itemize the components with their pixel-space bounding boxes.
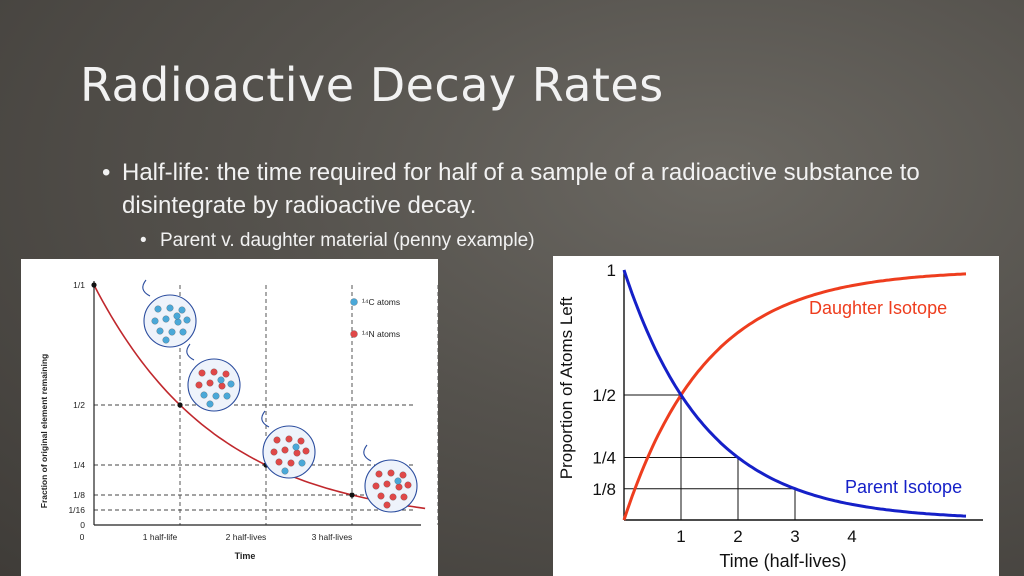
n14-atom: [207, 380, 214, 387]
daughter-isotope-label: Daughter Isotope: [809, 298, 948, 318]
c14-atom: [201, 392, 208, 399]
n14-atom: [294, 450, 301, 457]
c14-atom: [228, 381, 235, 388]
bullet-parent-daughter: [140, 228, 922, 254]
c14-atom: [167, 305, 174, 312]
sample-arrow: [187, 344, 194, 360]
c14-atom: [293, 444, 300, 451]
n14-atom: [211, 369, 218, 376]
n14-legend-swatch: [351, 331, 358, 338]
half-life-point: [349, 492, 354, 497]
y-tick-label: 1/8: [73, 490, 85, 500]
n14-atom: [401, 494, 408, 501]
n14-atom: [196, 382, 203, 389]
n14-atom: [373, 483, 380, 490]
n14-atom: [223, 371, 230, 378]
y-tick-label: 1/2: [592, 386, 616, 405]
parent-daughter-chart: [553, 256, 999, 576]
n14-atom: [276, 459, 283, 466]
y-tick-label: 1/4: [592, 448, 616, 468]
n14-atom: [376, 471, 383, 478]
y-tick-label: 0: [80, 520, 85, 530]
half-life-point: [91, 282, 96, 287]
n14-atom: [199, 370, 206, 377]
n14-atom: [396, 484, 403, 491]
c14-atom: [218, 377, 225, 384]
n14-atom: [384, 502, 391, 509]
x-axis-label: Time (half-lives): [719, 551, 847, 571]
y-tick-label: 1/4: [73, 460, 85, 470]
c14-atom: [157, 328, 164, 335]
c14-atom: [169, 329, 176, 336]
x-tick-label: 1: [676, 527, 686, 546]
n14-atom: [286, 436, 293, 443]
slide-title: Radioactive Decay Rates: [80, 58, 664, 112]
n14-atom: [219, 383, 226, 390]
n14-atom: [274, 437, 281, 444]
c14-atom: [184, 317, 191, 324]
x-tick-label: 2 half-lives: [225, 532, 267, 542]
c14-atom: [180, 329, 187, 336]
y-tick-label: 1/1: [73, 280, 85, 290]
parent-daughter-chart-svg: [553, 256, 999, 576]
c14-atom: [179, 307, 186, 314]
x-tick-label: 4: [847, 527, 857, 546]
n14-atom: [405, 482, 412, 489]
n14-atom: [303, 448, 310, 455]
n14-atom: [282, 447, 289, 454]
half-life-point: [177, 402, 182, 407]
c14-atom: [163, 316, 170, 323]
n14-atom: [388, 470, 395, 477]
bullet-dot: •: [102, 159, 111, 186]
c14-atom: [207, 401, 214, 408]
bullet-half-life: [102, 156, 922, 222]
n14-atom: [378, 493, 385, 500]
bullet-half-life-text: Half-life: the time required for half of a sample of a radioactive substance to disintegrate by radioactive decay.: [122, 159, 920, 219]
legend-label: ¹⁴C atoms: [362, 297, 401, 307]
y-axis-label: Proportion of Atoms Left: [557, 296, 576, 480]
c14-atom: [163, 337, 170, 344]
x-tick-label: 3: [790, 527, 800, 546]
x-tick-label: 2: [733, 527, 743, 546]
c14-atom: [175, 319, 182, 326]
sample-arrow: [364, 445, 371, 461]
y-tick-label: 1/8: [592, 479, 616, 499]
y-tick-label: 1: [606, 261, 616, 280]
c14-atom: [299, 460, 306, 467]
x-tick-label: 3 half-lives: [311, 532, 353, 542]
c14-atom: [224, 393, 231, 400]
n14-atom: [400, 472, 407, 479]
n14-atom: [298, 438, 305, 445]
sample-arrow: [262, 411, 269, 427]
half-life-diagram-svg: [21, 259, 438, 576]
legend-label: ¹⁴N atoms: [362, 329, 401, 339]
c14-atom: [152, 318, 159, 325]
x-tick-label: 0: [79, 532, 85, 542]
parent-isotope-label: Parent Isotope: [845, 477, 963, 497]
bullet-dot: •: [140, 230, 147, 251]
half-life-diagram: [21, 259, 438, 576]
y-axis-label: Fraction of original element remaining: [39, 353, 49, 509]
c14-atom: [213, 393, 220, 400]
c14-atom: [174, 313, 181, 320]
atom-sample: [364, 445, 417, 512]
y-tick-label: 1/16: [68, 505, 85, 515]
bullet-list: [102, 156, 922, 254]
c14-atom: [395, 478, 402, 485]
x-axis-label: Time: [234, 551, 256, 561]
c14-atom: [282, 468, 289, 475]
bullet-parent-daughter-text: Parent v. daughter material (penny example): [160, 230, 535, 251]
x-tick-label: 1 half-life: [142, 532, 178, 542]
n14-atom: [271, 449, 278, 456]
n14-atom: [384, 481, 391, 488]
y-tick-label: 1/2: [73, 400, 85, 410]
atom-sample: [262, 411, 315, 478]
n14-atom: [390, 494, 397, 501]
atom-sample: [143, 280, 196, 347]
c14-atom: [155, 306, 162, 313]
atom-sample: [187, 344, 240, 411]
sample-arrow: [143, 280, 150, 296]
c14-legend-swatch: [351, 299, 358, 306]
n14-atom: [288, 460, 295, 467]
